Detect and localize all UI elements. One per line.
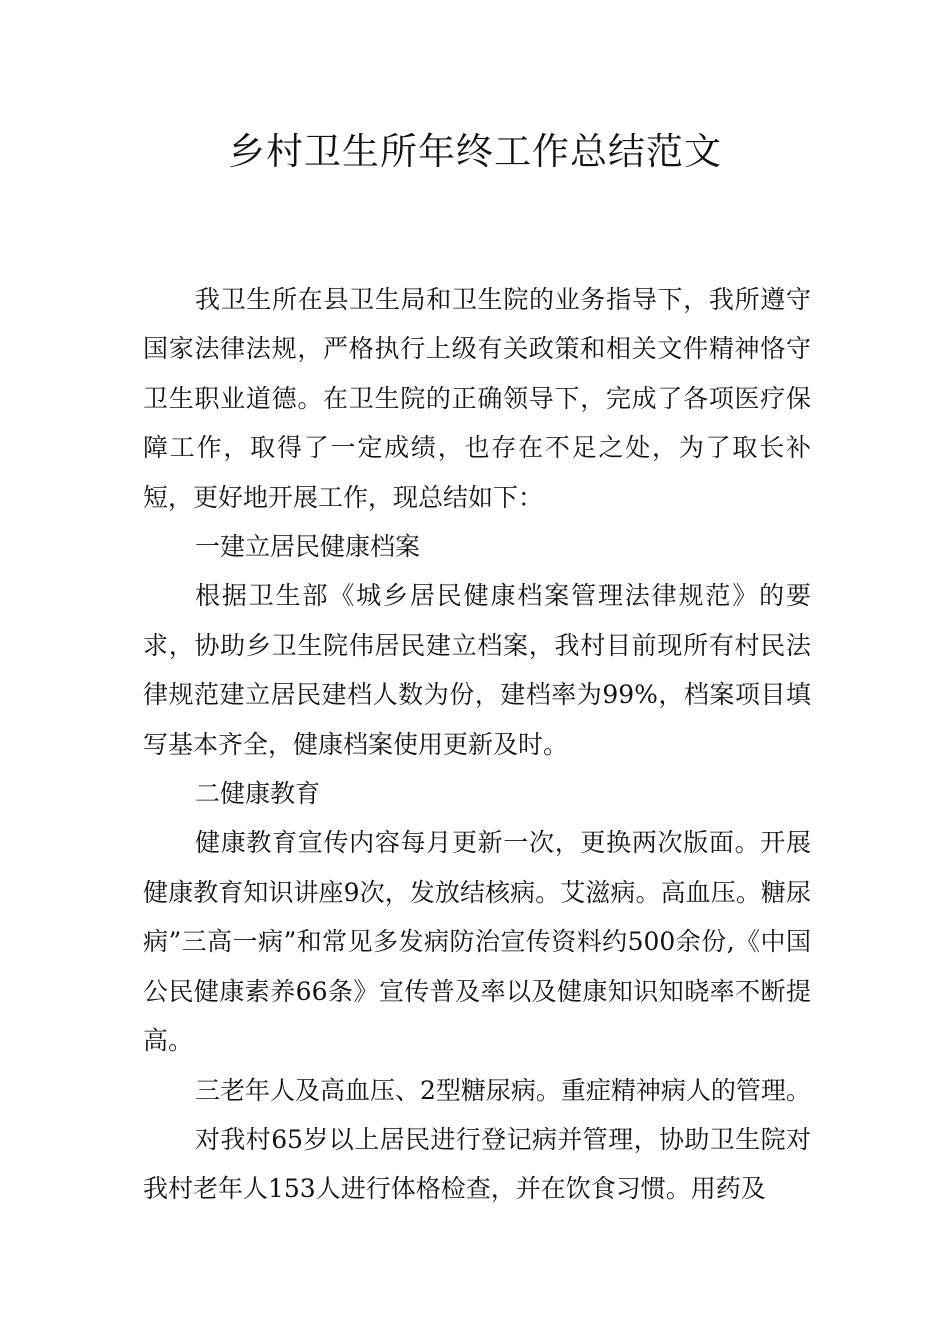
document-body [143,275,811,1214]
section-heading-health-education: 二健康教育 [195,779,321,809]
elderly-management-paragraph: 对我村65岁以上居民进行登记病并管理，协助卫生院对我村老年人153人进行体格检查，并在饮食习惯。用药及 [143,1124,811,1204]
health-education-paragraph: 健康教育宣传内容每月更新一次，更换两次版面。开展健康教育知识讲座9次，发放结核病。艾滋病。高血压。糖尿病”三高一病”和常见多发病防治宣传资料约500余份,《中国公民健康素养66条》宣传普及率以及健康知识知晓率不断提高。 [143,828,811,1056]
document-title: 乡村卫生所年终工作总结范文 [228,130,722,173]
section-heading-elderly-management: 三老年人及高血压、2型糖尿病。重症精神病人的管理。 [195,1075,811,1105]
health-records-paragraph: 根据卫生部《城乡居民健康档案管理法律规范》的要求，协助乡卫生院伟居民建立档案，我村目前现所有村民法律规范建立居民建档人数为份，建档率为99%，档案项目填写基本齐全，健康档案使用更新及时。 [143,581,811,759]
section-heading-health-records: 一建立居民健康档案 [195,532,421,562]
intro-paragraph: 我卫生所在县卫生局和卫生院的业务指导下，我所遵守国家法律法规，严格执行上级有关政策和相关文件精神恪守卫生职业道德。在卫生院的正确领导下，完成了各项医疗保障工作，取得了一定成绩，也存在不足之处，为了取长补短，更好地开展工作，现总结如下： [143,285,811,512]
